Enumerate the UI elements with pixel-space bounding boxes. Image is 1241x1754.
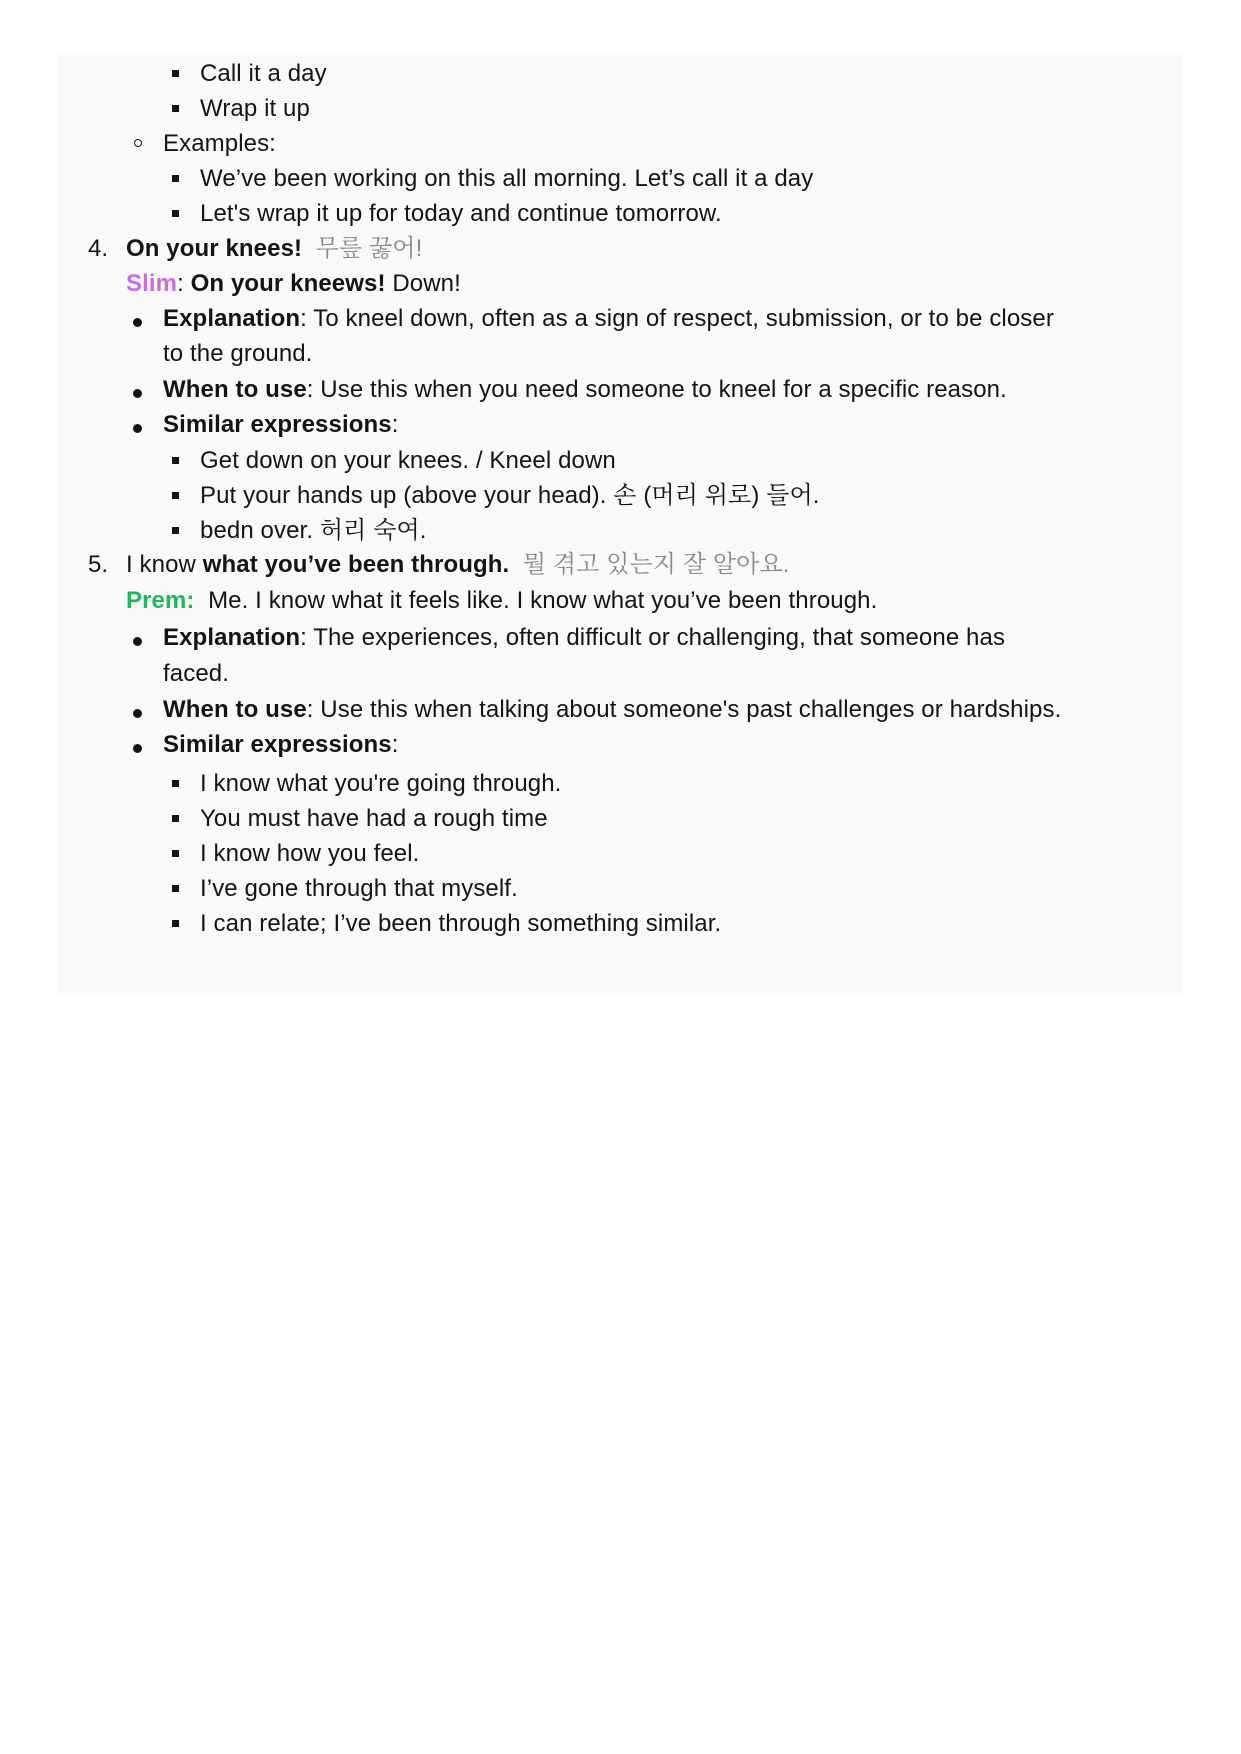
square-bullet-icon [172, 492, 179, 499]
disc-bullet-icon [133, 709, 142, 718]
similar-expression-item: Call it a day [200, 60, 327, 87]
square-bullet-icon [172, 457, 179, 464]
item5-phrase: what you’ve been through. [202, 551, 510, 578]
example-item: We’ve been working on this all morning. Let’s call it a day [200, 165, 814, 192]
similar-expression-item: Put your hands up (above your head). 손 (머리 위로) 들어. [200, 482, 820, 509]
similar-expression-item: Get down on your knees. / Kneel down [200, 447, 616, 474]
explanation-text-continued: to the ground. [163, 340, 313, 367]
item5-when-to-use [163, 692, 1061, 727]
similar-expression-item: You must have had a rough time [200, 805, 548, 832]
explanation-label: Explanation [163, 624, 301, 651]
examples-label: Examples: [163, 130, 276, 157]
item5-explanation [163, 620, 1005, 655]
item4-heading [126, 231, 422, 266]
speaker-name: Slim [126, 270, 178, 297]
similar-expression-item: I know what you're going through. [200, 770, 562, 797]
disc-bullet-icon [133, 389, 142, 398]
similar-label: Similar expressions [163, 411, 392, 438]
square-bullet-icon [172, 780, 179, 787]
example-item: Let's wrap it up for today and continue tomorrow. [200, 200, 722, 227]
item5-korean: 뭘 겪고 있는지 잘 알아요. [522, 551, 790, 578]
similar-colon: : [391, 731, 399, 758]
item5-dialogue [126, 583, 877, 618]
dialogue-text: Me. I know what it feels like. I know what you’ve been through. [208, 587, 878, 614]
dialogue-bold: On your kneews! [190, 270, 386, 297]
list-number: 5. [88, 551, 109, 578]
circle-bullet-icon [134, 139, 142, 147]
item5-phrase-prefix: I know [126, 551, 196, 578]
item4-korean: 무릎 꿇어! [315, 235, 423, 262]
square-bullet-icon [172, 850, 179, 857]
square-bullet-icon [172, 175, 179, 182]
similar-label: Similar expressions [163, 731, 392, 758]
square-bullet-icon [172, 210, 179, 217]
speaker-name: Prem: [126, 587, 195, 614]
item5-similar-heading [163, 727, 398, 762]
when-to-use-text: : Use this when you need someone to kneel for a specific reason. [306, 376, 1007, 403]
when-to-use-label: When to use [163, 696, 307, 723]
item5-heading [126, 547, 790, 582]
dialogue-rest: Down! [392, 270, 461, 297]
similar-expression-item: I can relate; I’ve been through something similar. [200, 910, 722, 937]
similar-expression-item: I know how you feel. [200, 840, 420, 867]
similar-colon: : [391, 411, 399, 438]
similar-expression-item: bedn over. 허리 숙여. [200, 517, 427, 544]
explanation-text-continued: faced. [163, 660, 229, 687]
item4-when-to-use [163, 372, 1007, 407]
when-to-use-text: : Use this when talking about someone's past challenges or hardships. [306, 696, 1062, 723]
square-bullet-icon [172, 105, 179, 112]
square-bullet-icon [172, 885, 179, 892]
list-number: 4. [88, 235, 109, 262]
explanation-text: : To kneel down, often as a sign of respect, submission, or to be closer [300, 305, 1054, 332]
square-bullet-icon [172, 70, 179, 77]
square-bullet-icon [172, 920, 179, 927]
explanation-label: Explanation [163, 305, 301, 332]
similar-expression-item: Wrap it up [200, 95, 310, 122]
disc-bullet-icon [133, 744, 142, 753]
item4-similar-heading [163, 407, 398, 442]
disc-bullet-icon [133, 424, 142, 433]
disc-bullet-icon [133, 637, 142, 646]
when-to-use-label: When to use [163, 376, 307, 403]
square-bullet-icon [172, 527, 179, 534]
disc-bullet-icon [133, 318, 142, 327]
item4-phrase: On your knees! [126, 235, 303, 262]
item4-explanation [163, 301, 1054, 336]
item4-dialogue [126, 266, 461, 301]
square-bullet-icon [172, 815, 179, 822]
speaker-separator: : [177, 270, 184, 297]
similar-expression-item: I’ve gone through that myself. [200, 875, 518, 902]
explanation-text: : The experiences, often difficult or challenging, that someone has [300, 624, 1006, 651]
